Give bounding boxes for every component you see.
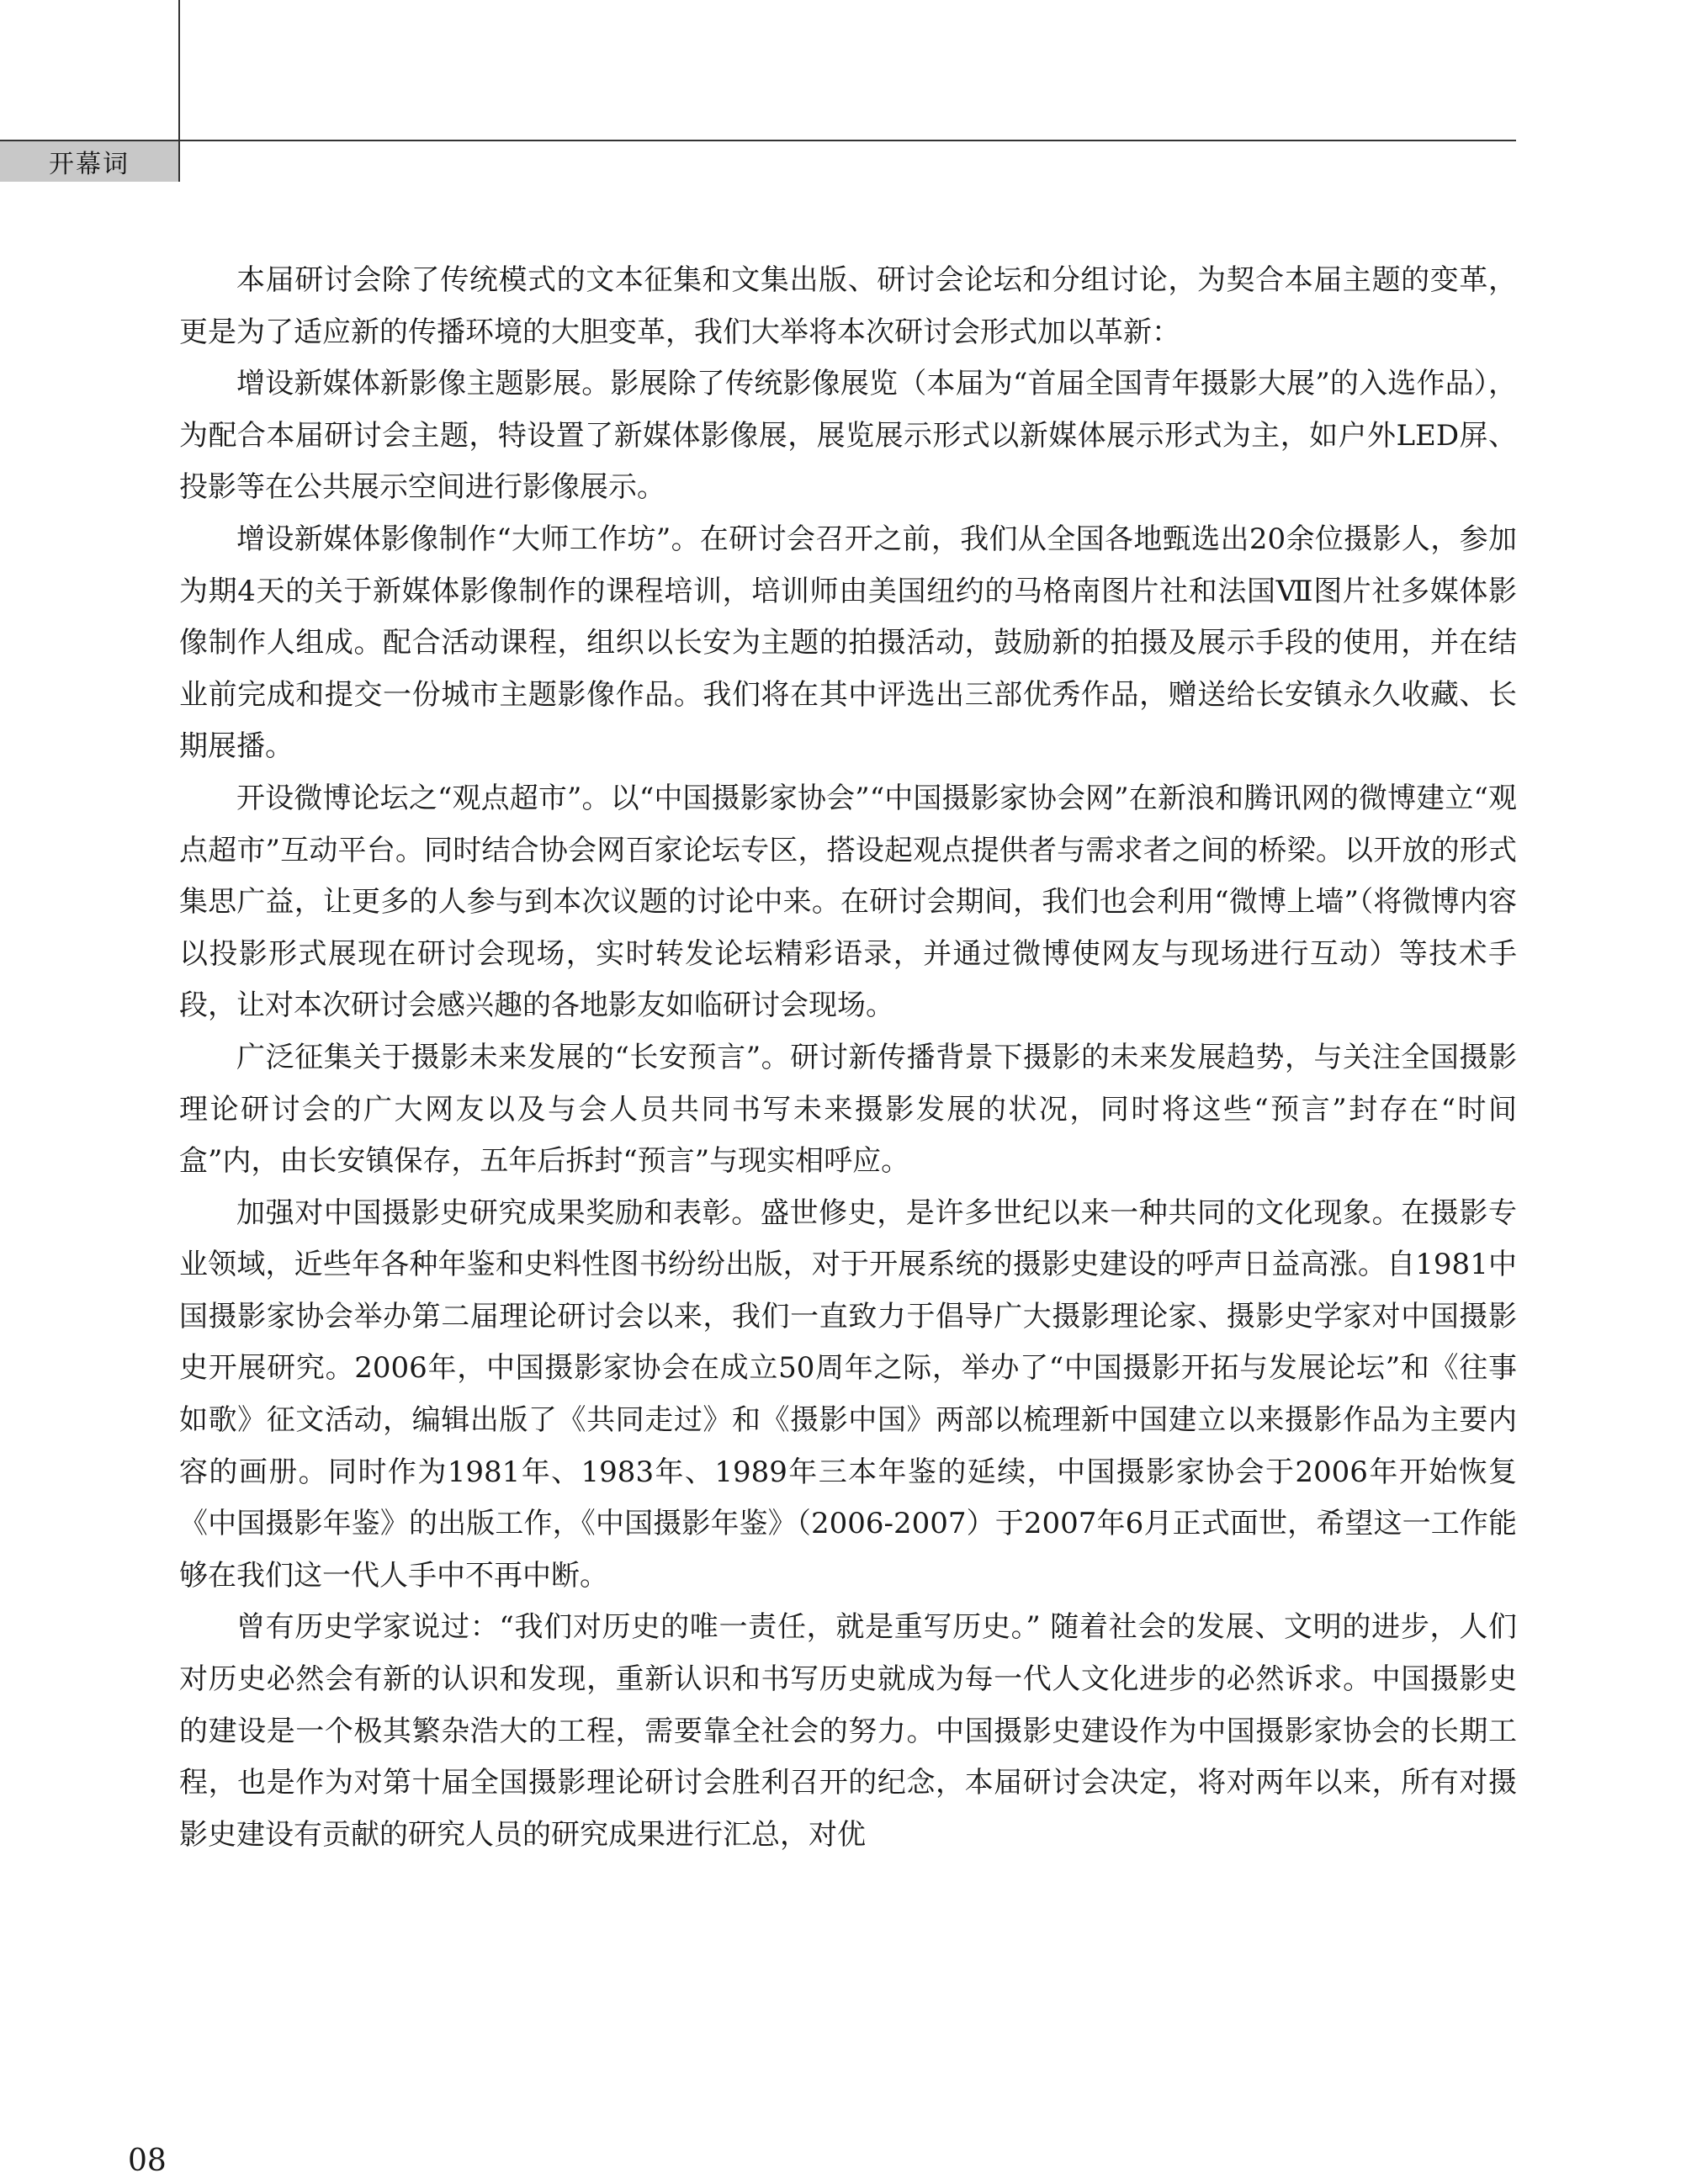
body-text	[179, 255, 1517, 1861]
paragraph: 增设新媒体新影像主题影展。影展除了传统影像展览（本届为“首届全国青年摄影大展”的入选作品），为配合本届研讨会主题，特设置了新媒体影像展，展览展示形式以新媒体展示形式为主，如户外LED屏、投影等在公共展示空间进行影像展示。	[179, 367, 1517, 505]
paragraph: 增设新媒体影像制作“大师工作坊”。在研讨会召开之前，我们从全国各地甄选出20余位摄影人，参加为期4天的关于新媒体影像制作的课程培训，培训师由美国纽约的马格南图片社和法国Ⅶ图片社多媒体影像制作人组成。配合活动课程，组织以长安为主题的拍摄活动，鼓励新的拍摄及展示手段的使用，并在结业前完成和提交一份城市主题影像作品。我们将在其中评选出三部优秀作品，赠送给长安镇永久收藏、长期展播。	[179, 522, 1517, 764]
paragraph: 加强对中国摄影史研究成果奖励和表彰。盛世修史，是许多世纪以来一种共同的文化现象。在摄影专业领域，近些年各种年鉴和史料性图书纷纷出版，对于开展系统的摄影史建设的呼声日益高涨。自1981中国摄影家协会举办第二届理论研讨会以来，我们一直致力于倡导广大摄影理论家、摄影史学家对中国摄影史开展研究。2006年，中国摄影家协会在成立50周年之际，举办了“中国摄影开拓与发展论坛”和《往事如歌》征文活动，编辑出版了《共同走过》和《摄影中国》两部以梳理新中国建立以来摄影作品为主要内容的画册。同时作为1981年、1983年、1989年三本年鉴的延续，中国摄影家协会于2006年开始恢复《中国摄影年鉴》的出版工作，《中国摄影年鉴》（2006-2007）于2007年6月正式面世，希望这一工作能够在我们这一代人手中不再中断。	[179, 1195, 1517, 1593]
page-number: 08	[128, 2144, 167, 2178]
paragraph: 本届研讨会除了传统模式的文本征集和文集出版、研讨会论坛和分组讨论，为契合本届主题的变革，更是为了适应新的传播环境的大胆变革，我们大举将本次研讨会形式加以革新：	[179, 263, 1517, 349]
section-label: 开幕词	[0, 141, 178, 182]
paragraph: 曾有历史学家说过：“我们对历史的唯一责任，就是重写历史。” 随着社会的发展、文明的进步，人们对历史必然会有新的认识和发现，重新认识和书写历史就成为每一代人文化进步的必然诉求。中国摄影史的建设是一个极其繁杂浩大的工程，需要靠全社会的努力。中国摄影史建设作为中国摄影家协会的长期工程，也是作为对第十届全国摄影理论研讨会胜利召开的纪念，本届研讨会决定，将对两年以来，所有对摄影史建设有贡献的研究人员的研究成果进行汇总，对优	[179, 1610, 1517, 1852]
header-horizontal-rule	[0, 140, 1516, 141]
header-vertical-rule	[178, 0, 180, 182]
paragraph: 开设微博论坛之“观点超市”。以“中国摄影家协会”“中国摄影家协会网”在新浪和腾讯网的微博建立“观点超市”互动平台。同时结合协会网百家论坛专区，搭设起观点提供者与需求者之间的桥梁。以开放的形式集思广益，让更多的人参与到本次议题的讨论中来。在研讨会期间，我们也会利用“微博上墙”（将微博内容以投影形式展现在研讨会现场，实时转发论坛精彩语录，并通过微博使网友与现场进行互动）等技术手段，让对本次研讨会感兴趣的各地影友如临研讨会现场。	[179, 781, 1517, 1023]
paragraph: 广泛征集关于摄影未来发展的“长安预言”。研讨新传播背景下摄影的未来发展趋势，与关注全国摄影理论研讨会的广大网友以及与会人员共同书写未来摄影发展的状况，同时将这些“预言”封存在“时间盒”内，由长安镇保存，五年后拆封“预言”与现实相呼应。	[179, 1040, 1517, 1179]
